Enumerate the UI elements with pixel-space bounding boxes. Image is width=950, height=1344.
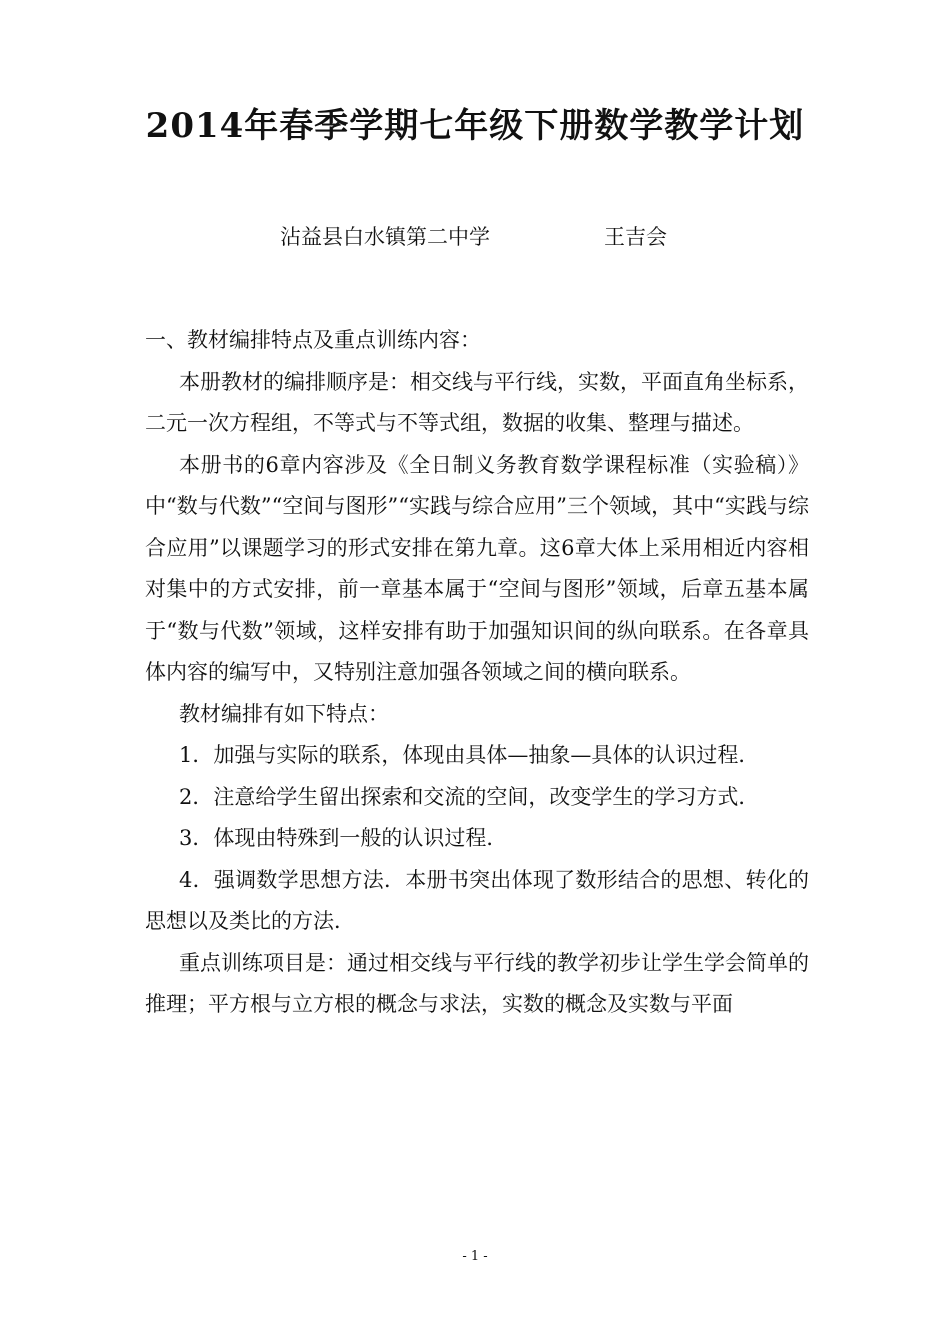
paragraph-chapter-overview: 本册书的6章内容涉及《全日制义务教育数学课程标准（实验稿）》中“数与代数”“空间与图形”“实践与综合应用”三个领域，其中“实践与综合应用”以课题学习的形式安排在第九章。这6章大体上采用相近内容相对集中的方式安排，前一章基本属于“空间与图形”领域，后章五基本属于“数与代数”领域，这样安排有助于加强知识间的纵向联系。在各章具体内容的编写中，又特别注意加强各领域之间的横向联系。 xyxy=(145,452,809,684)
list-item-feature-3: 3．体现由特殊到一般的认识过程． xyxy=(179,826,508,850)
paragraph-textbook-order: 本册教材的编排顺序是：相交线与平行线，实数，平面直角坐标系，二元一次方程组，不等式与不等式组，数据的收集、整理与描述。 xyxy=(145,369,809,435)
document-title: 2014年春季学期七年级下册数学教学计划 xyxy=(145,106,805,146)
list-item-feature-1: 1．加强与实际的联系，体现由具体—抽象—具体的认识过程． xyxy=(179,743,760,767)
list-item-feature-2: 2．注意给学生留出探索和交流的空间，改变学生的学习方式． xyxy=(179,784,760,809)
section-heading: 一、教材编排特点及重点训练内容： xyxy=(145,328,481,352)
author-name: 王吉会 xyxy=(604,225,667,249)
list-item-feature-4: 4．强调数学思想方法．本册书突出体现了数形结合的思想、转化的思想以及类比的方法． xyxy=(145,867,809,933)
page-number: - 1 - xyxy=(462,1249,488,1264)
paragraph-features-intro: 教材编排有如下特点： xyxy=(179,701,389,726)
author-school: 沾益县白水镇第二中学 xyxy=(280,225,490,249)
paragraph-key-training: 重点训练项目是：通过相交线与平行线的教学初步让学生学会简单的推理；平方根与立方根的概念与求法，实数的概念及实数与平面 xyxy=(145,950,809,1016)
document-body xyxy=(145,320,809,1026)
